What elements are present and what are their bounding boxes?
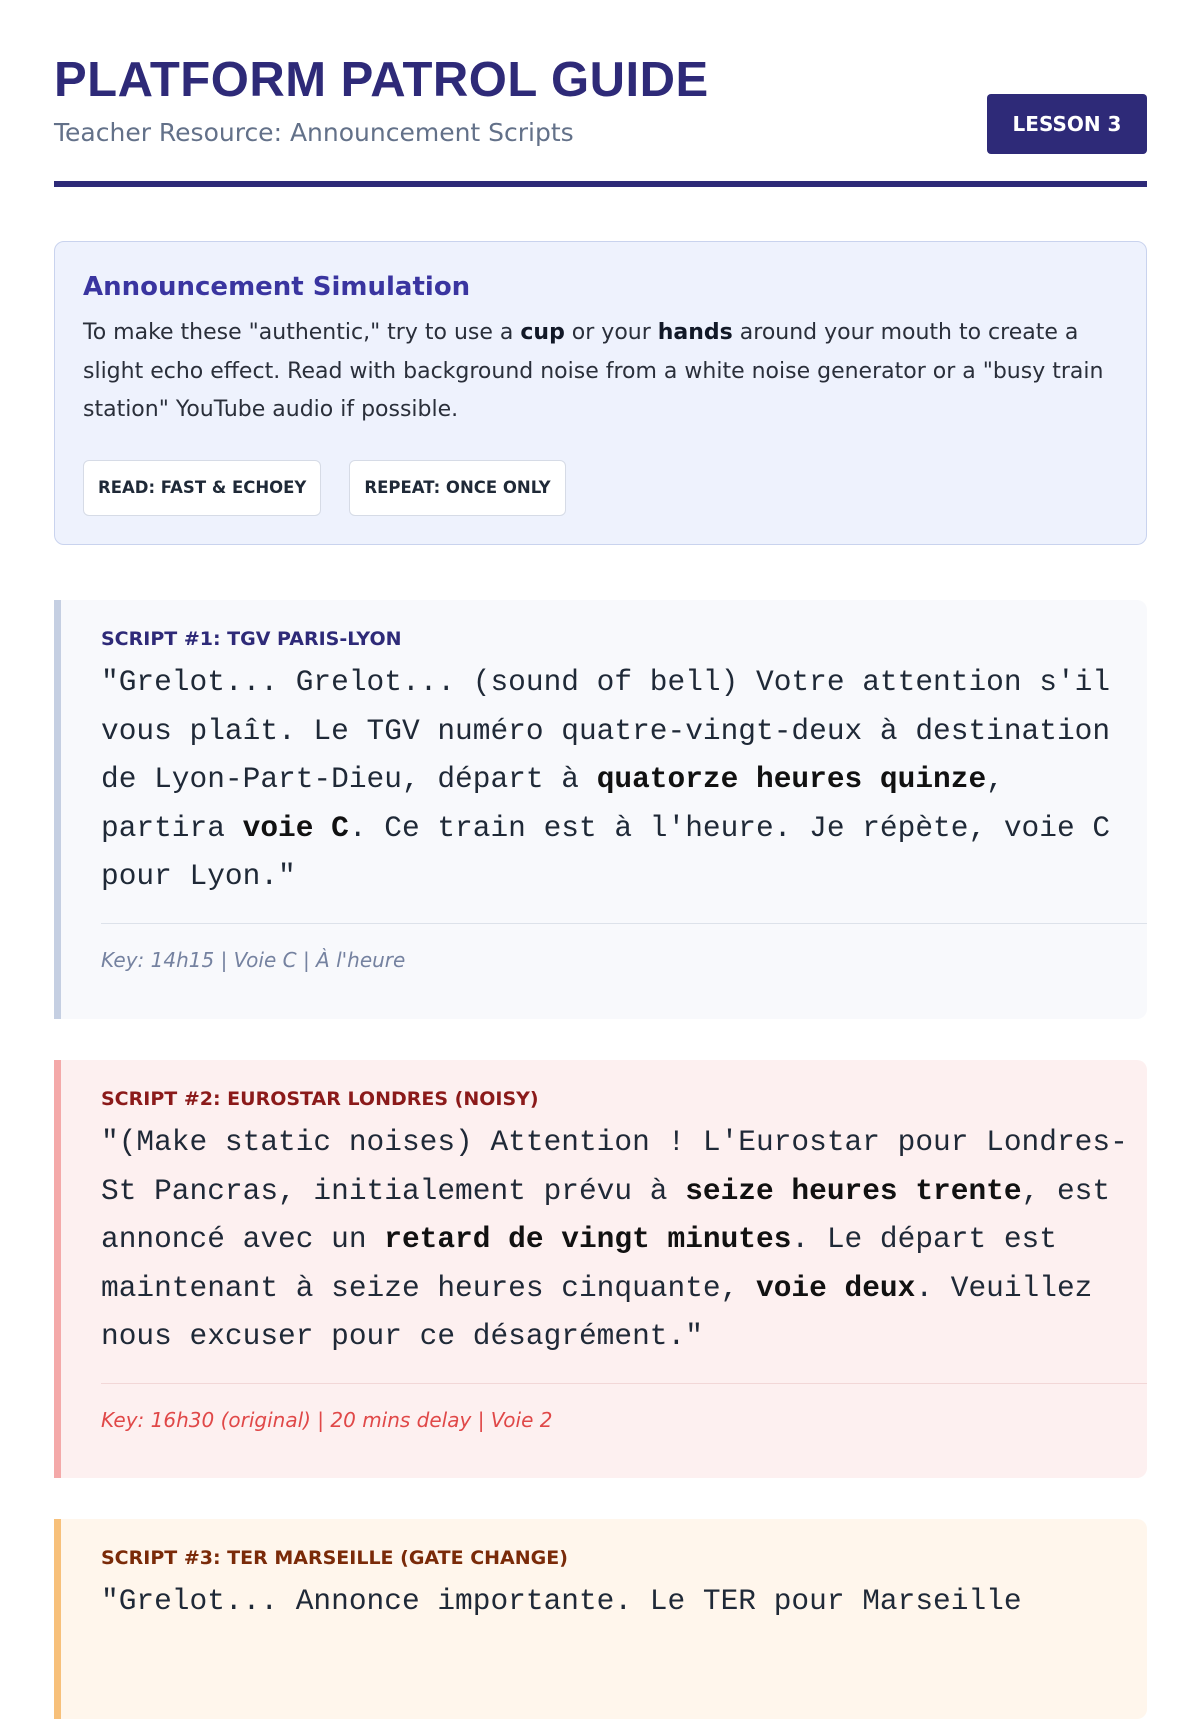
- script-highlight: voie C: [242, 810, 349, 845]
- script-key: Key: 14h15 | Voie C | À l'heure: [101, 947, 406, 972]
- script-text-part: , est annoncé avec un: [101, 1173, 1111, 1256]
- script-label: SCRIPT #3: TER MARSEILLE (GATE CHANGE): [101, 1547, 568, 1569]
- simulation-instructions: [83, 314, 1118, 430]
- script-highlight: seize heures trente: [685, 1173, 1022, 1208]
- page-header: [54, 0, 1147, 187]
- script-text-part: . Le départ est maintenant à seize heures cinquante,: [101, 1222, 1057, 1305]
- divider: [101, 923, 1147, 924]
- script-text: [101, 1577, 1147, 1626]
- script-label: SCRIPT #1: TGV PARIS-LYON: [101, 628, 402, 650]
- script-text-part: "Grelot... Annonce importante. Le TER pour Marseille: [101, 1584, 1022, 1618]
- script-text: [101, 1118, 1147, 1361]
- lesson-badge: LESSON 3: [987, 94, 1147, 154]
- script-highlight: voie deux: [756, 1270, 916, 1305]
- script-card-1: [54, 600, 1147, 1019]
- script-key: Key: 16h30 (original) | 20 mins delay | Voie 2: [101, 1407, 553, 1432]
- tag-repeat: REPEAT: ONCE ONLY: [349, 460, 565, 516]
- script-card-2: [54, 1060, 1147, 1478]
- simulation-text-part: or your: [564, 320, 658, 345]
- simulation-callout: [54, 241, 1147, 545]
- script-text-part: "Grelot... Grelot... (sound of bell) Votre attention s'il vous plaît. Le TGV numéro quatre-vingt-deux à destination de Lyon-Part-Dieu, départ à: [101, 665, 1111, 796]
- script-highlight: retard de vingt minutes: [384, 1222, 792, 1256]
- page-title: PLATFORM PATROL GUIDE: [54, 53, 709, 107]
- divider: [101, 1383, 1147, 1384]
- simulation-title: Announcement Simulation: [83, 272, 471, 302]
- tag-read-style: READ: FAST & ECHOEY: [83, 460, 321, 516]
- script-text-part: , partira: [101, 762, 1004, 845]
- simulation-bold-cup: cup: [520, 320, 565, 345]
- script-label: SCRIPT #2: EUROSTAR LONDRES (NOISY): [101, 1088, 539, 1110]
- script-card-3: [54, 1519, 1147, 1719]
- simulation-text-part: around your mouth to create a slight echo effect. Read with background noise from a white noise generator or a "busy train station" YouTube audio if possible.: [83, 320, 1104, 422]
- script-text-part: . Veuillez nous excuser pour ce désagrément.": [101, 1270, 1093, 1353]
- simulation-tags: [83, 460, 1118, 516]
- simulation-bold-hands: hands: [657, 320, 733, 345]
- script-text: [101, 658, 1147, 901]
- script-text-part: "(Make static noises) Attention ! L'Eurostar pour Londres-St Pancras, initialement prévu à: [101, 1125, 1128, 1208]
- page-subtitle: Teacher Resource: Announcement Scripts: [54, 118, 574, 147]
- script-highlight: quatorze heures quinze: [596, 762, 987, 796]
- simulation-text-part: To make these "authentic," try to use a: [83, 320, 521, 345]
- script-text-part: . Ce train est à l'heure. Je répète, voie C pour Lyon.": [101, 810, 1111, 893]
- document-page: [54, 0, 1147, 1618]
